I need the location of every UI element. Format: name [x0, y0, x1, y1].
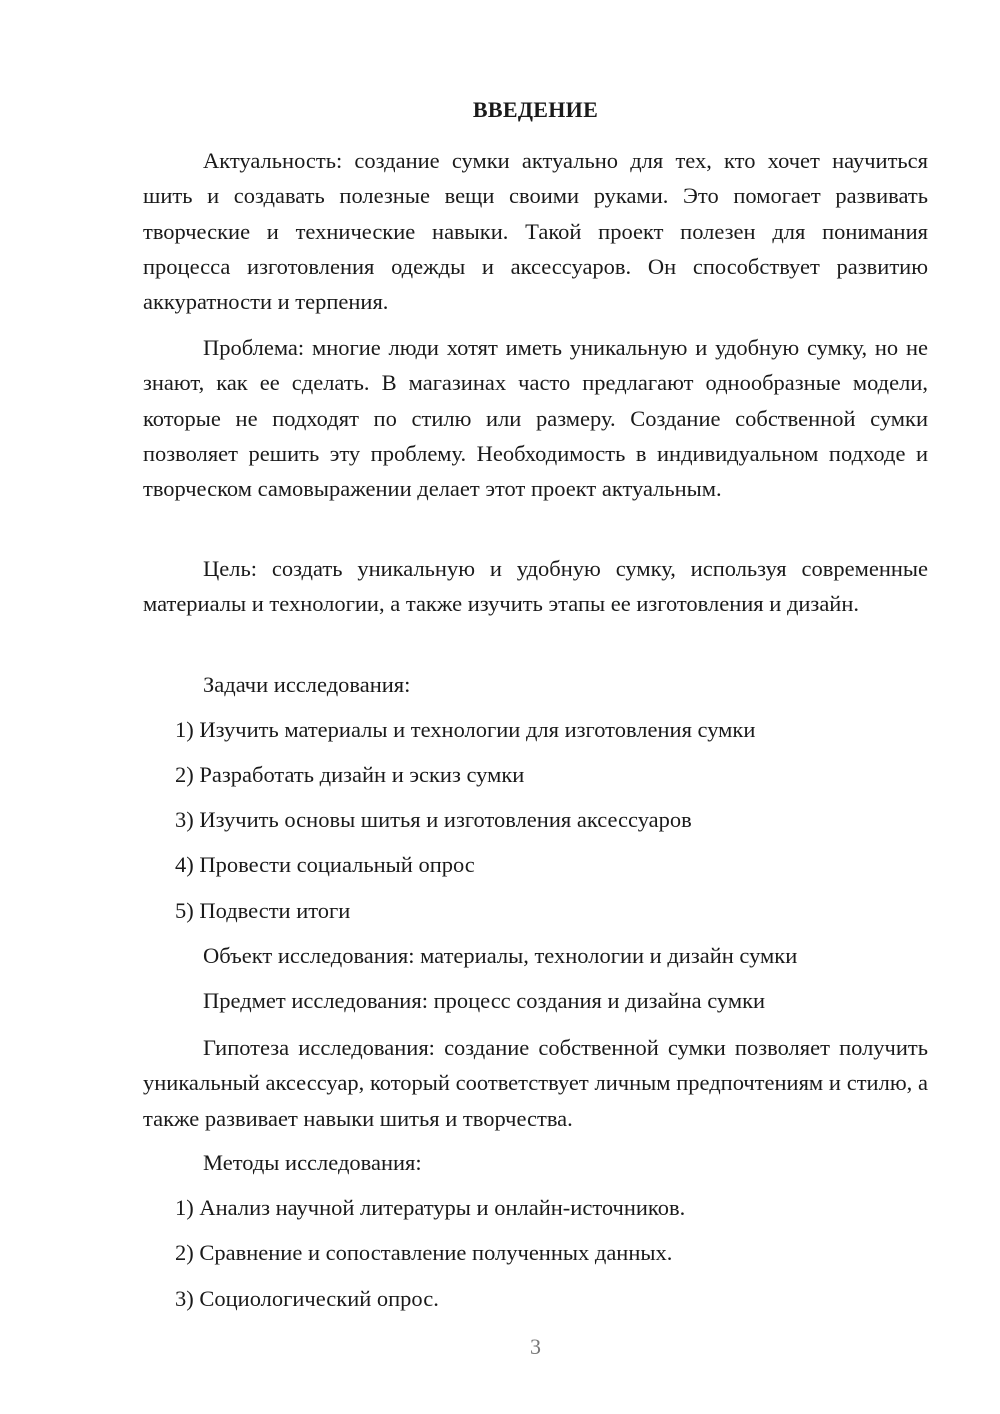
goal-paragraph: Цель: создать уникальную и удобную сумку, используя современные материалы и технологии, а также изучить этапы ее изготовления и дизайн.: [143, 556, 928, 617]
method-item-1: 1) Анализ научной литературы и онлайн-источников.: [175, 1195, 686, 1220]
task-item-2: 2) Разработать дизайн и эскиз сумки: [175, 762, 525, 787]
page-number: 3: [530, 1334, 541, 1359]
problem-paragraph: Проблема: многие люди хотят иметь уникальную и удобную сумку, но не знают, как ее сделать. В магазинах часто предлагают однообразные модели, которые не подходят по стилю или размеру. Создание собственной сумки позволяет решить эту проблему. Необходимость в индивидуальном подходе и творческом самовыражении делает этот проект актуальным.: [143, 335, 928, 502]
tasks-heading: Задачи исследования:: [203, 672, 411, 697]
methods-heading: Методы исследования:: [203, 1150, 422, 1175]
hypothesis-paragraph: Гипотеза исследования: создание собственной сумки позволяет получить уникальный аксессуар, который соответствует личным предпочтениям и стилю, а также развивает навыки шитья и творчества.: [143, 1035, 928, 1131]
task-item-3: 3) Изучить основы шитья и изготовления аксессуаров: [175, 807, 692, 832]
task-item-5: 5) Подвести итоги: [175, 898, 351, 923]
research-subject: Предмет исследования: процесс создания и дизайна сумки: [203, 988, 766, 1013]
method-item-2: 2) Сравнение и сопоставление полученных данных.: [175, 1240, 673, 1265]
task-item-4: 4) Провести социальный опрос: [175, 852, 475, 877]
research-object: Объект исследования: материалы, технологии и дизайн сумки: [203, 943, 798, 968]
task-item-1: 1) Изучить материалы и технологии для изготовления сумки: [175, 717, 756, 742]
relevance-paragraph: Актуальность: создание сумки актуально для тех, кто хочет научиться шить и создавать полезные вещи своими руками. Это помогает развивать творческие и технические навыки. Такой проект полезен для понимания процесса изготовления одежды и аксессуаров. Он способствует развитию аккуратности и терпения.: [143, 148, 928, 315]
method-item-3: 3) Социологический опрос.: [175, 1286, 439, 1311]
page-title: ВВЕДЕНИЕ: [472, 97, 599, 122]
